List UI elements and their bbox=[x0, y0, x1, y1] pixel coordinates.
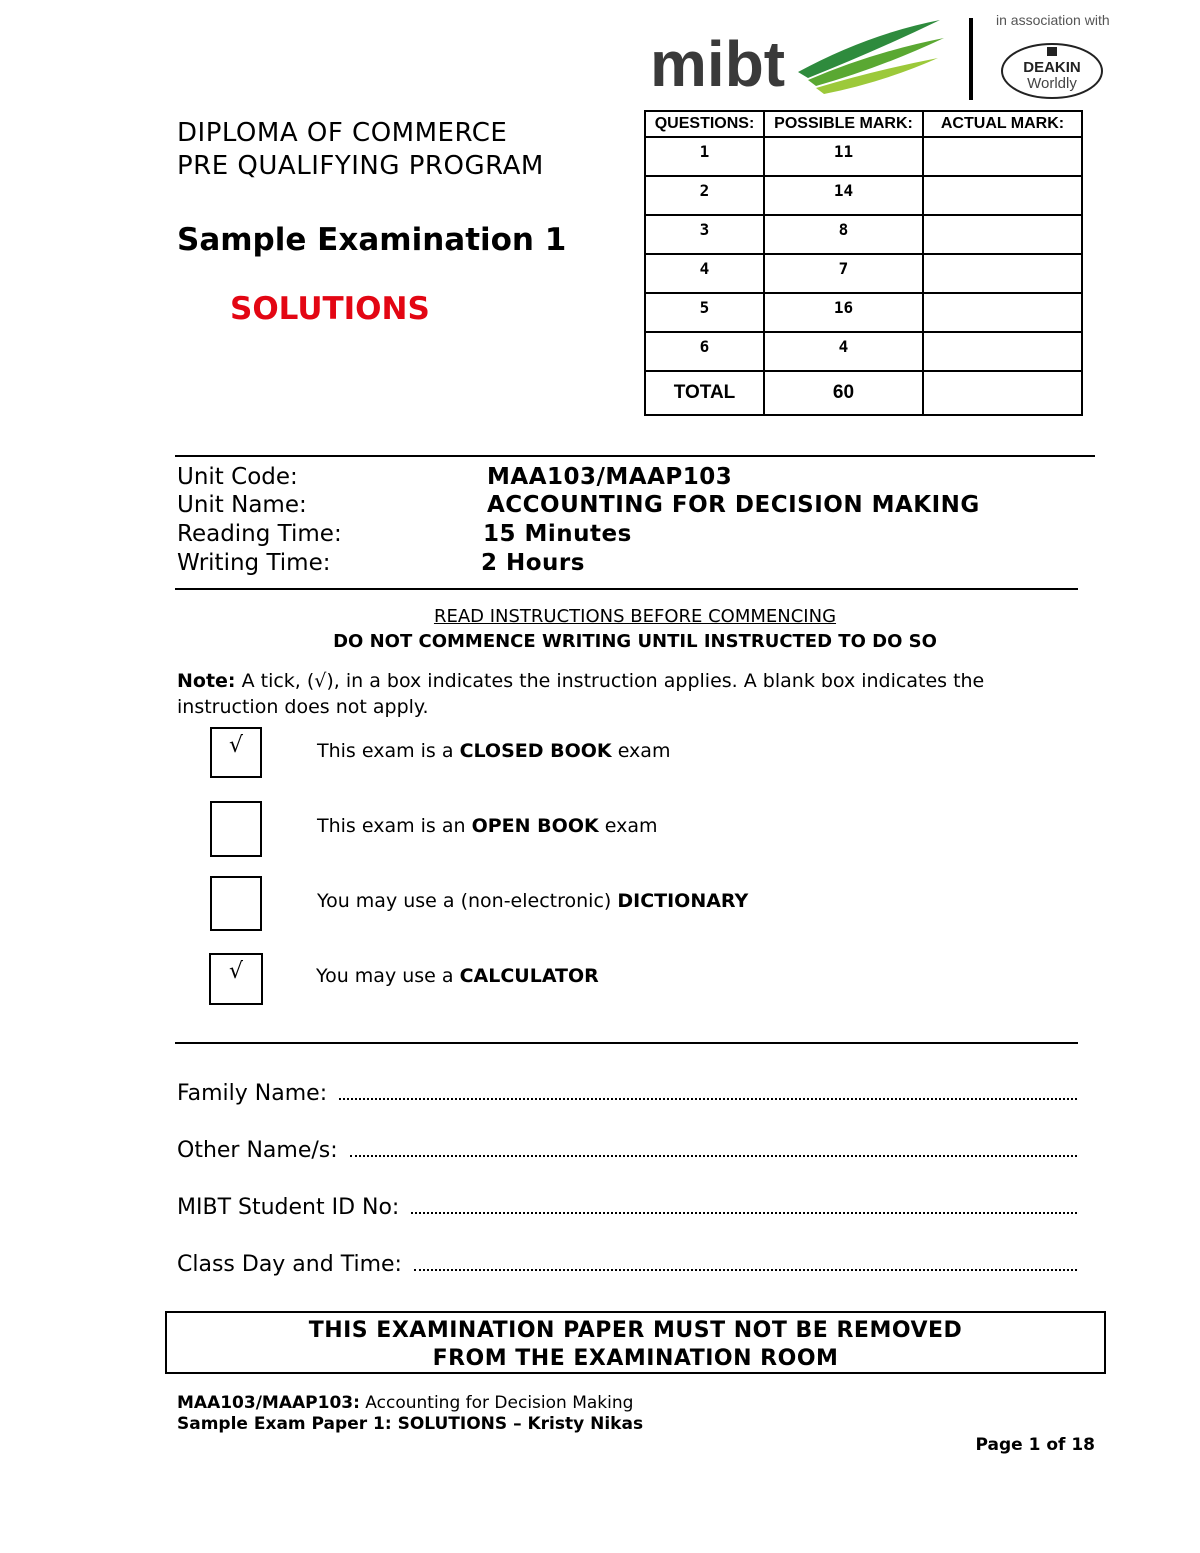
marks-table bbox=[644, 110, 1083, 416]
calculator-option bbox=[316, 965, 599, 987]
association-text: in association with bbox=[996, 12, 1110, 28]
checkbox-calculator[interactable]: √ bbox=[209, 953, 263, 1005]
other-names-field[interactable] bbox=[177, 1137, 1077, 1163]
actual-mark bbox=[923, 176, 1082, 215]
actual-mark bbox=[923, 137, 1082, 176]
instructions-heading: READ INSTRUCTIONS BEFORE COMMENCING bbox=[433, 606, 837, 627]
option-emphasis: CALCULATOR bbox=[459, 965, 599, 987]
option-emphasis: OPEN BOOK bbox=[471, 815, 599, 837]
family-name-input-line[interactable] bbox=[339, 1080, 1077, 1100]
footer-code: MAA103/MAAP103: bbox=[177, 1393, 360, 1413]
unit-code-label: Unit Code: bbox=[177, 464, 298, 490]
possible-mark: 14 bbox=[764, 176, 923, 215]
total-label: TOTAL bbox=[645, 371, 764, 415]
table-row bbox=[645, 254, 1082, 293]
divider bbox=[175, 455, 1095, 457]
total-possible: 60 bbox=[764, 371, 923, 415]
instructions-warning: DO NOT COMMENCE WRITING UNTIL INSTRUCTED TO DO SO bbox=[333, 631, 937, 652]
question-number: 2 bbox=[645, 176, 764, 215]
note-text: A tick, (√), in a box indicates the instruction applies. A blank box indicates the instruction does not apply. bbox=[177, 670, 985, 718]
note-paragraph bbox=[177, 668, 1057, 720]
question-number: 1 bbox=[645, 137, 764, 176]
possible-mark: 4 bbox=[764, 332, 923, 371]
question-number: 6 bbox=[645, 332, 764, 371]
actual-mark bbox=[923, 293, 1082, 332]
writing-time-value: 2 Hours bbox=[481, 550, 585, 576]
total-row bbox=[645, 371, 1082, 415]
table-row bbox=[645, 176, 1082, 215]
other-names-input-line[interactable] bbox=[350, 1137, 1077, 1157]
option-text: You may use a (non-electronic) bbox=[317, 890, 618, 912]
header-questions: QUESTIONS: bbox=[645, 111, 764, 137]
family-name-field[interactable] bbox=[177, 1080, 1077, 1106]
checkbox-closed-book[interactable]: √ bbox=[210, 727, 262, 778]
note-label: Note: bbox=[177, 670, 236, 692]
mibt-logo bbox=[648, 14, 948, 96]
footer-unit-title: Accounting for Decision Making bbox=[359, 1393, 634, 1413]
exam-title: Sample Examination 1 bbox=[177, 222, 567, 258]
student-id-label: MIBT Student ID No: bbox=[177, 1195, 400, 1220]
checkbox-dictionary[interactable] bbox=[210, 876, 262, 931]
deakin-logo-tagline: Worldly bbox=[1027, 75, 1077, 92]
table-row bbox=[645, 137, 1082, 176]
student-id-input-line[interactable] bbox=[411, 1194, 1077, 1214]
logo-divider bbox=[969, 18, 973, 100]
reading-time-label: Reading Time: bbox=[177, 521, 342, 547]
option-text: exam bbox=[598, 815, 658, 837]
marks-table-header bbox=[645, 111, 1082, 137]
program-title-line2: PRE QUALIFYING PROGRAM bbox=[177, 151, 544, 181]
actual-mark bbox=[923, 332, 1082, 371]
question-number: 3 bbox=[645, 215, 764, 254]
warning-line2: FROM THE EXAMINATION ROOM bbox=[432, 1346, 839, 1371]
class-day-input-line[interactable] bbox=[414, 1251, 1077, 1271]
program-title-line1: DIPLOMA OF COMMERCE bbox=[177, 118, 508, 148]
header-actual-mark: ACTUAL MARK: bbox=[923, 111, 1082, 137]
class-day-field[interactable] bbox=[177, 1251, 1077, 1277]
page-number: Page 1 of 18 bbox=[975, 1435, 1095, 1455]
checkbox-open-book[interactable] bbox=[210, 801, 262, 857]
possible-mark: 11 bbox=[764, 137, 923, 176]
unit-code-value: MAA103/MAAP103 bbox=[487, 464, 733, 490]
closed-book-option bbox=[317, 740, 670, 762]
option-text: This exam is a bbox=[317, 740, 460, 762]
unit-name-value: ACCOUNTING FOR DECISION MAKING bbox=[487, 492, 980, 518]
svg-text:mibt: mibt bbox=[650, 28, 786, 96]
student-id-field[interactable] bbox=[177, 1194, 1077, 1220]
other-names-label: Other Name/s: bbox=[177, 1138, 338, 1163]
exam-room-warning bbox=[165, 1311, 1106, 1374]
actual-mark bbox=[923, 215, 1082, 254]
possible-mark: 8 bbox=[764, 215, 923, 254]
option-text: This exam is an bbox=[317, 815, 472, 837]
reading-time-value: 15 Minutes bbox=[483, 521, 632, 547]
header-possible-mark: POSSIBLE MARK: bbox=[764, 111, 923, 137]
unit-name-label: Unit Name: bbox=[177, 492, 307, 518]
deakin-logo-name: DEAKIN bbox=[1023, 59, 1081, 76]
actual-mark bbox=[923, 254, 1082, 293]
total-actual bbox=[923, 371, 1082, 415]
footer-paper: Sample Exam Paper 1: SOLUTIONS – Kristy Nikas bbox=[177, 1414, 644, 1434]
table-row bbox=[645, 215, 1082, 254]
class-day-label: Class Day and Time: bbox=[177, 1252, 402, 1277]
footer-unit bbox=[177, 1393, 633, 1413]
writing-time-label: Writing Time: bbox=[177, 550, 331, 576]
divider bbox=[175, 588, 1078, 590]
table-row bbox=[645, 332, 1082, 371]
question-number: 4 bbox=[645, 254, 764, 293]
deakin-logo bbox=[1000, 42, 1104, 100]
open-book-option bbox=[317, 815, 658, 837]
possible-mark: 7 bbox=[764, 254, 923, 293]
option-text: You may use a bbox=[316, 965, 460, 987]
warning-line1: THIS EXAMINATION PAPER MUST NOT BE REMOVED bbox=[308, 1318, 963, 1343]
option-text: exam bbox=[611, 740, 671, 762]
option-emphasis: DICTIONARY bbox=[617, 890, 749, 912]
family-name-label: Family Name: bbox=[177, 1081, 328, 1106]
option-emphasis: CLOSED BOOK bbox=[459, 740, 612, 762]
table-row bbox=[645, 293, 1082, 332]
possible-mark: 16 bbox=[764, 293, 923, 332]
question-number: 5 bbox=[645, 293, 764, 332]
solutions-label: SOLUTIONS bbox=[230, 291, 430, 327]
divider bbox=[175, 1042, 1078, 1044]
dictionary-option bbox=[317, 890, 748, 912]
